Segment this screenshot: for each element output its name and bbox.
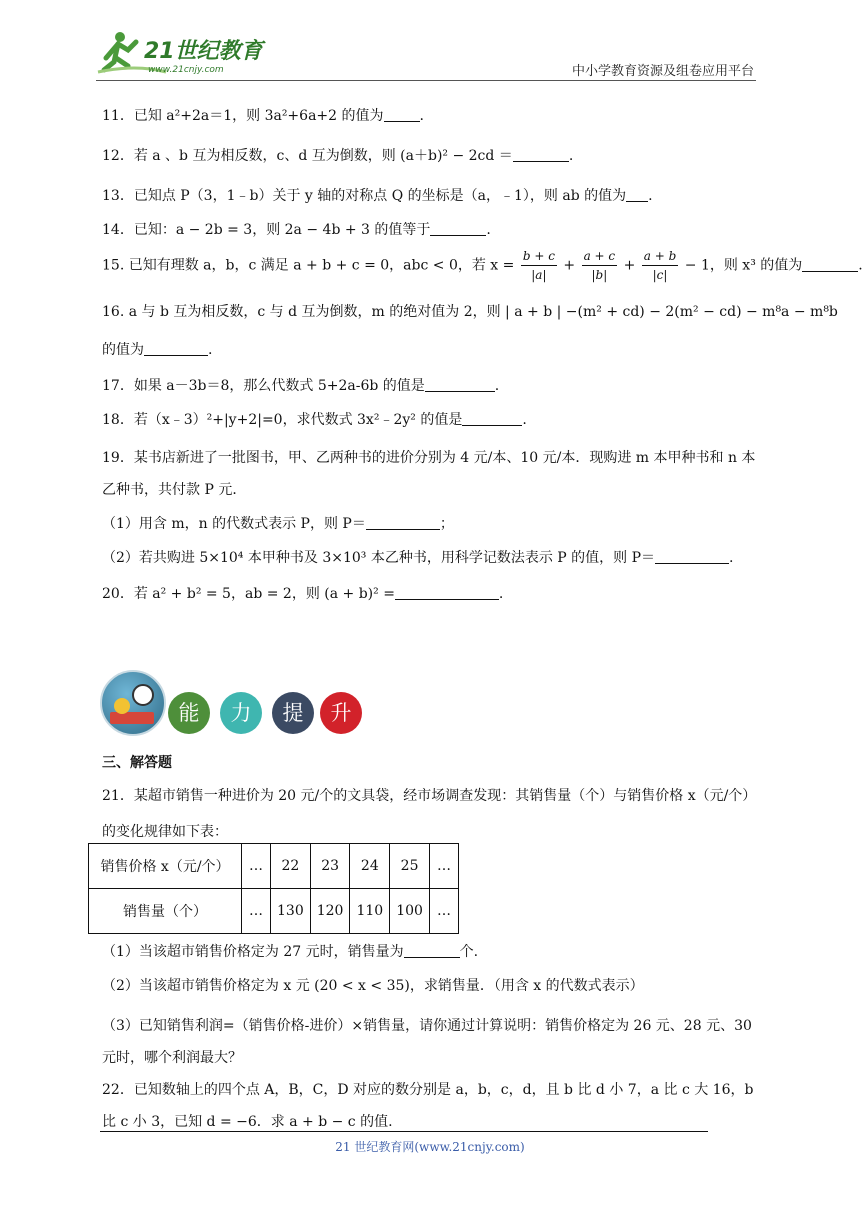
punct: 个.: [459, 944, 479, 960]
punct: .: [522, 412, 527, 428]
table-cell: 100: [390, 889, 430, 934]
question-19-sub1: （1）用含 m，n 的代数式表示 P，则 P＝: [102, 516, 366, 532]
question-22-text: 22．已知数轴上的四个点 A，B，C，D 对应的数分别是 a，b，c，d，且 b 比 d 小 7，a 比 c 大 16，b 比 c 小 3，已知 d = −6．求 a + b − c 的值.: [102, 1082, 754, 1130]
question-12-text: 12．若 a 、b 互为相反数，c、d 互为倒数，则 (a＋b)² − 2cd ＝: [102, 148, 513, 164]
punct: .: [208, 342, 213, 358]
question-18-text: 18．若（x﹣3）²+|y+2|=0，求代数式 3x²﹣2y² 的值是: [102, 412, 463, 428]
punct: .: [486, 222, 491, 238]
answer-blank[interactable]: [430, 221, 486, 236]
footer-divider: [100, 1131, 708, 1132]
answer-blank[interactable]: [425, 377, 495, 392]
punct: .: [494, 378, 500, 394]
answer-blank[interactable]: [655, 549, 729, 564]
question-16-line1: 16. a 与 b 互为相反数，c 与 d 互为倒数，m 的绝对值为 2，则 | a + b | −(m² + cd) − 2(m² − cd) − m⁸a − m⁸b: [102, 304, 838, 320]
question-21-sub3: （3）已知销售利润=（销售价格-进价）×销售量，请你通过计算说明：销售价格定为 26 元、28 元、30 元时，哪个利润最大？: [102, 1018, 752, 1066]
question-14: [102, 220, 491, 241]
table-cell: 110: [350, 889, 390, 934]
question-19-sub2: （2）若共购进 5×10⁴ 本甲种书及 3×10³ 本乙种书，用科学记数法表示 P 的值，则 P＝: [102, 550, 656, 566]
punct: .: [419, 108, 424, 124]
svg-text:21世纪教育: 21世纪教育: [144, 39, 263, 64]
question-17-text: 17．如果 a－3b＝8，那么代数式 5+2a-6b 的值是: [102, 378, 425, 394]
svg-text:www.21cnjy.com: www.21cnjy.com: [148, 65, 224, 75]
fraction-3: $\frac{a + b}{|c|}$: [643, 249, 677, 282]
table-cell: 130: [271, 889, 311, 934]
punct: ；: [439, 516, 454, 532]
answer-blank[interactable]: [144, 341, 208, 356]
banner-char-3: 提: [272, 692, 314, 734]
question-13-text: 13．已知点 P（3，1﹣b）关于 y 轴的对称点 Q 的坐标是（a，﹣1），则 ab 的值为: [102, 188, 627, 204]
table-row: [89, 844, 459, 889]
table-cell: 25: [390, 844, 430, 889]
question-21-sub1: （1）当该超市销售价格定为 27 元时，销售量为: [102, 944, 404, 960]
table-cell: 销售量（个）: [89, 889, 242, 934]
header-divider: [96, 80, 756, 81]
question-21-part-2: [102, 976, 644, 997]
question-16-line2: 的值为: [102, 342, 144, 358]
punct: .: [858, 257, 863, 274]
question-19-part-1: [102, 514, 454, 535]
question-18: [102, 410, 527, 431]
punct: .: [729, 550, 734, 566]
question-20-text: 20．若 a² + b² = 5，ab = 2，则 (a + b)² =: [102, 586, 395, 602]
punct: .: [498, 586, 504, 602]
question-21-sub2: （2）当该超市销售价格定为 x 元 (20 < x < 35)，求销售量．（用含 x 的代数式表示）: [102, 978, 644, 994]
answer-blank[interactable]: [462, 411, 522, 426]
ability-boost-banner: [100, 670, 370, 740]
answer-blank[interactable]: [626, 187, 648, 202]
price-sales-table: [88, 843, 459, 934]
question-13: [102, 186, 653, 207]
question-15: [102, 247, 863, 284]
question-11-text: 11．已知 a²+2a＝1，则 3a²+6a+2 的值为: [102, 108, 384, 124]
punct: .: [568, 148, 574, 164]
question-19: [102, 442, 762, 506]
banner-char-2: 力: [220, 692, 262, 734]
table-cell: …: [429, 844, 458, 889]
plus-sign: +: [563, 257, 576, 274]
question-21: [102, 778, 762, 850]
table-row: [89, 889, 459, 934]
answer-blank[interactable]: [802, 257, 858, 272]
section-heading: 三、解答题: [102, 755, 172, 771]
school-supplies-icon: [100, 670, 166, 736]
table-cell: 120: [310, 889, 350, 934]
table-cell: …: [242, 844, 271, 889]
answer-blank[interactable]: [513, 147, 569, 162]
fraction-2: $\frac{a + c}{|b|}$: [583, 249, 616, 282]
answer-blank[interactable]: [404, 943, 460, 958]
plus-sign: +: [623, 257, 636, 274]
question-19-part-2: [102, 548, 733, 569]
question-15-lead: 15. 已知有理数 a，b，c 满足 a + b + c = 0，abc < 0，若 x =: [102, 257, 515, 274]
question-12: [102, 146, 573, 167]
table-cell: 24: [350, 844, 390, 889]
question-17: [102, 376, 499, 397]
answer-blank[interactable]: [395, 585, 499, 600]
question-21-part-3: [102, 1010, 762, 1074]
table-cell: 23: [310, 844, 350, 889]
table-cell: …: [242, 889, 271, 934]
answer-blank[interactable]: [384, 107, 420, 122]
question-16-cont: [102, 340, 212, 361]
runner-logo-icon: [96, 28, 266, 78]
fraction-1: $\frac{b + c}{|a|}$: [522, 249, 555, 282]
question-20: [102, 584, 503, 605]
table-cell: 22: [271, 844, 311, 889]
question-21-text: 21．某超市销售一种进价为 20 元/个的文具袋，经市场调查发现：其销售量（个）与销售价格 x（元/个）的变化规律如下表：: [102, 788, 757, 840]
table-cell: 销售价格 x（元/个）: [89, 844, 242, 889]
table-cell: …: [429, 889, 458, 934]
question-22: [102, 1074, 762, 1138]
footer-link[interactable]: 21 世纪教育网(www.21cnjy.com): [335, 1140, 525, 1154]
question-11: [102, 106, 424, 127]
question-14-text: 14．已知：a − 2b = 3，则 2a − 4b + 3 的值等于: [102, 222, 431, 238]
question-15-tail: − 1，则 x³ 的值为: [684, 257, 803, 274]
question-16: [102, 302, 838, 323]
question-21-part-1: [102, 942, 478, 963]
answer-blank[interactable]: [366, 515, 440, 530]
banner-char-1: 能: [168, 692, 210, 734]
platform-name: 中小学教育资源及组卷应用平台: [571, 64, 754, 79]
punct: .: [648, 188, 653, 204]
banner-char-4: 升: [320, 692, 362, 734]
question-19-text: 19．某书店新进了一批图书，甲、乙两种书的进价分别为 4 元/本、10 元/本．现购进 m 本甲种书和 n 本乙种书，共付款 P 元．: [102, 450, 756, 498]
site-logo[interactable]: [96, 28, 266, 78]
